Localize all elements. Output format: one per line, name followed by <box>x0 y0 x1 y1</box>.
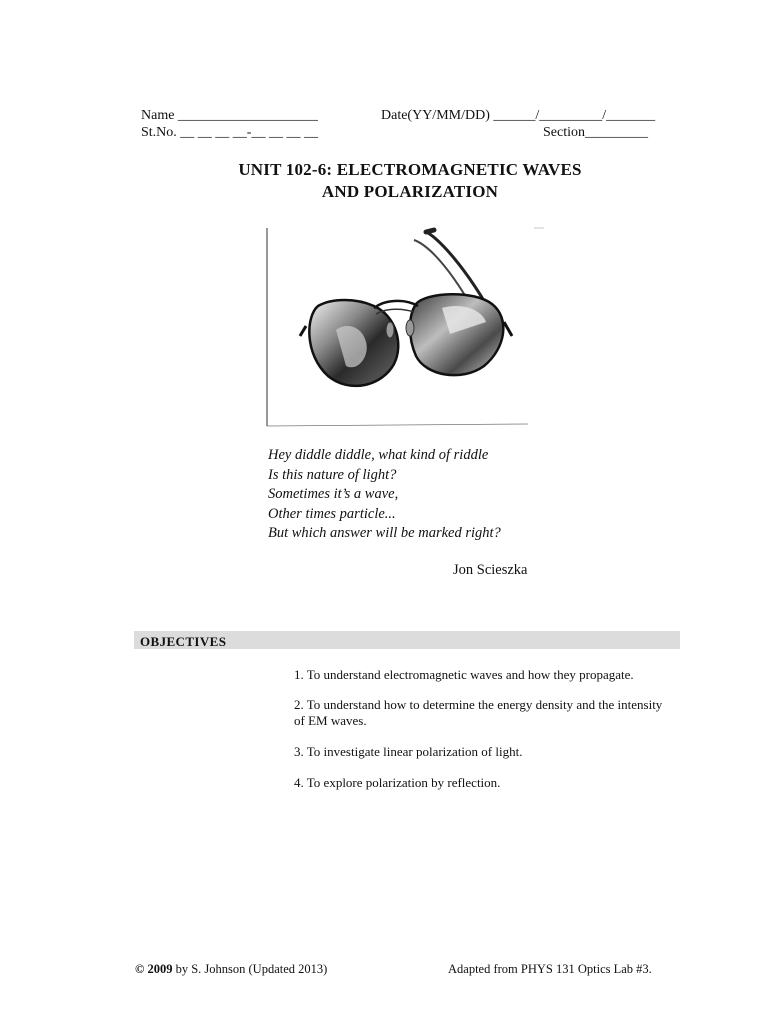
poem-line: Hey diddle diddle, what kind of riddle <box>268 447 489 463</box>
date-field-label: Date(YY/MM/DD) ______/_________/_______ <box>381 108 656 123</box>
section-field-label: Section_________ <box>543 125 648 140</box>
objectives-heading: OBJECTIVES <box>140 634 227 649</box>
poem-line: But which answer will be marked right? <box>268 525 501 541</box>
objective-item: 3. To investigate linear polarization of light. <box>294 744 523 759</box>
copyright-notice <box>135 962 327 977</box>
objective-item: 2. To understand how to determine the energy density and the intensity of EM waves. <box>294 697 663 728</box>
objective-item: 1. To understand electromagnetic waves and how they propagate. <box>294 667 634 682</box>
adapted-from-note: Adapted from PHYS 131 Optics Lab #3. <box>448 962 652 976</box>
poem-line: Other times particle... <box>268 505 396 522</box>
poem <box>268 446 501 544</box>
poem-author: Jon Scieszka <box>453 562 528 578</box>
poem-line: Is this nature of light? <box>268 466 397 483</box>
unit-title-line2: AND POLARIZATION <box>321 182 499 201</box>
copyright-year: © 2009 <box>135 962 173 976</box>
objective-item: 4. To explore polarization by reflection. <box>294 775 501 790</box>
sunglasses-icon <box>266 226 546 432</box>
copyright-author: by S. Johnson (Updated 2013) <box>172 962 328 976</box>
student-number-label: St.No. __ __ __ __-__ __ __ __ <box>141 125 318 140</box>
sunglasses-figure <box>266 226 546 432</box>
poem-line: Sometimes it’s a wave, <box>268 486 399 502</box>
unit-title-line1: UNIT 102-6: ELECTROMAGNETIC WAVES <box>238 160 582 179</box>
name-field-label: Name ____________________ <box>141 108 318 123</box>
